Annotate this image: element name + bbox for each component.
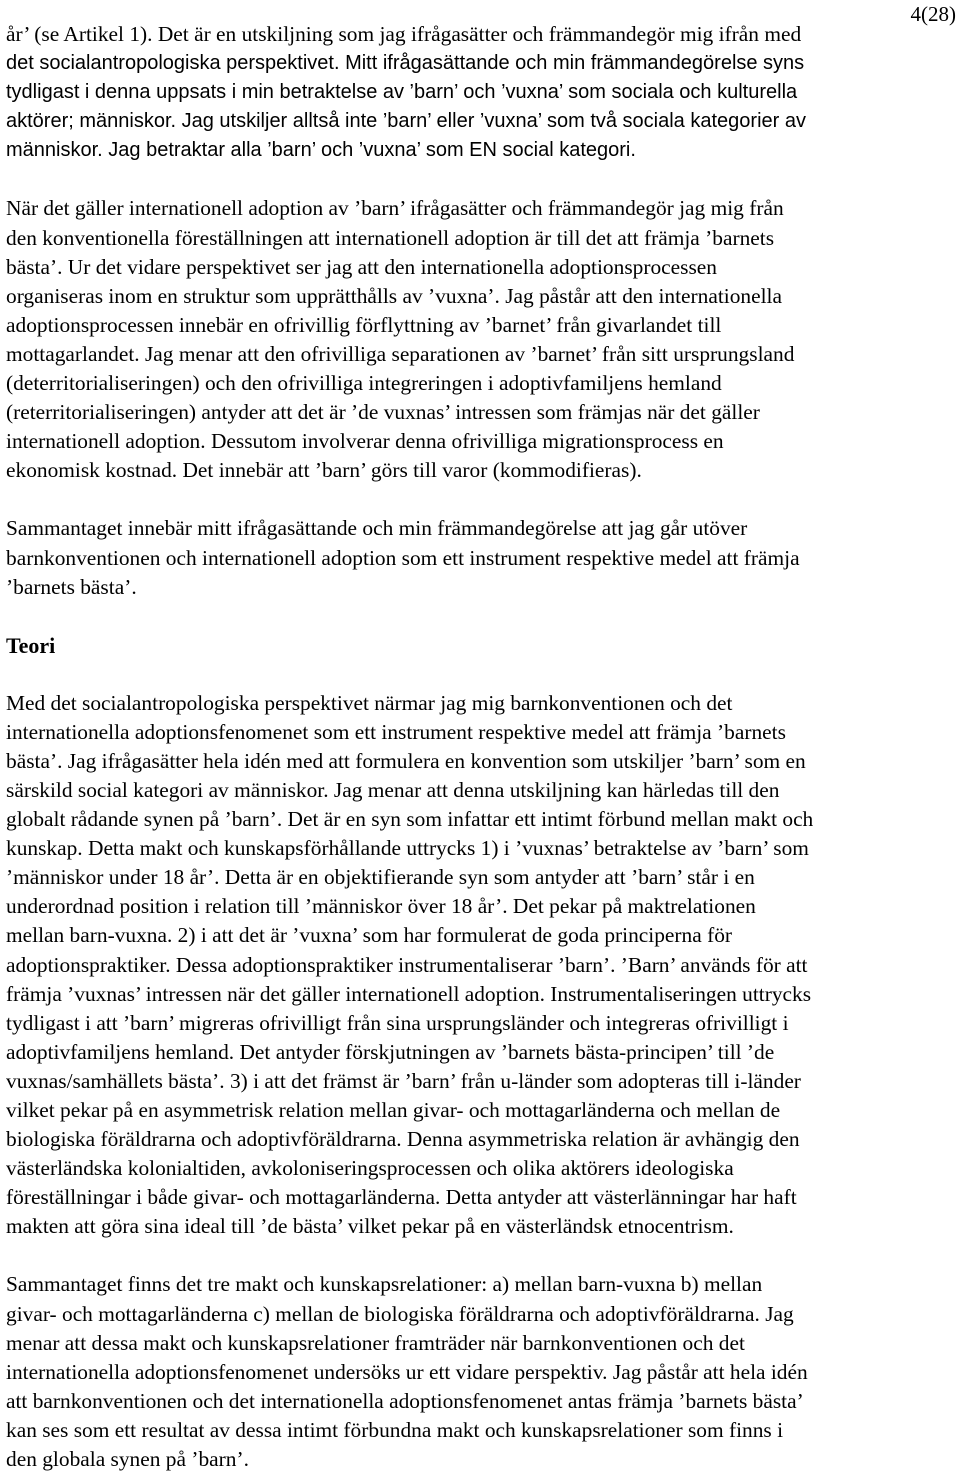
text-line: organiseras inom en struktur som upprätthålls av ’vuxna’. Jag påstår att den internationella (6, 283, 782, 308)
paragraph-intro (6, 20, 956, 165)
text-line: främja ’vuxnas’ intressen när det gäller internationell adoption. Instrumentaliseringen uttrycks (6, 981, 812, 1006)
text-line: vuxnas/samhällets bästa’. 3) i att det främst är ’barn’ från u-länder som adopteras till i-länder (6, 1068, 801, 1093)
paragraph-conclusion (6, 1270, 956, 1474)
text-line: kan ses som ett resultat av dessa intimt förbundna makt och kunskapsrelationer som finns i (6, 1417, 784, 1442)
text-line: tydligast i denna uppsats i min betraktelse av ’barn’ och ’vuxna’ som sociala och kulturella (6, 81, 798, 104)
text-line: den globala synen på ’barn’. (6, 1447, 249, 1472)
text-line: tydligast i att ’barn’ migreras ofrivilligt från sina ursprungsländer och integreras ofrivilligt i (6, 1010, 789, 1035)
text-line: internationella adoptionsfenomenet undersöks ur ett vidare perspektiv. Jag påstår att hela idén (6, 1359, 808, 1384)
text-line: biologiska föräldrarna och adoptivföräldrarna. Denna asymmetriska relation är avhängig den (6, 1127, 800, 1152)
text-line: När det gäller internationell adoption av ’barn’ ifrågasätter och främmandegör jag mig från (6, 196, 784, 221)
text-line: ekonomisk kostnad. Det innebär att ’barn’ görs till varor (kommodifieras). (6, 458, 642, 483)
text-line: särskild social kategori av människor. Jag menar att denna utskiljning kan härledas till den (6, 777, 780, 802)
paragraph-adoption (6, 194, 956, 485)
section-heading-teori: Teori (6, 632, 56, 658)
text-line: år’ (se Artikel 1). Det är en utskiljning som jag ifrågasätter och främmandegör mig ifrån med (6, 22, 802, 46)
text-line: att barnkonventionen och det internationella adoptionsfenomenet antas främja ’barnets bästa’ (6, 1388, 804, 1413)
text-line: bästa’. Ur det vidare perspektivet ser jag att den internationella adoptionsprocessen (6, 254, 717, 279)
text-line: Sammantaget innebär mitt ifrågasättande och min främmandegörelse att jag går utöver (6, 516, 748, 541)
text-line: västerländska kolonialtiden, avkoloniseringsprocessen och olika aktörers ideologiska (6, 1156, 734, 1181)
text-line: det socialantropologiska perspektivet. Mitt ifrågasättande och min främmandegörelse syns (6, 52, 805, 75)
document-body (6, 20, 956, 1474)
text-line: underordnad position i relation till ’människor över 18 år’. Det pekar på maktrelationen (6, 894, 756, 919)
text-line: mellan barn-vuxna. 2) i att det är ’vuxna’ som har formulerat de goda principerna för (6, 923, 733, 948)
text-line: (reterritorialiseringen) antyder att det är ’de vuxnas’ intressen som främjas när det gäller (6, 400, 760, 425)
text-line: mottagarlandet. Jag menar att den ofrivilliga separationen av ’barnet’ från sitt ursprungsland (6, 341, 795, 366)
text-line: adoptionsprocessen innebär en ofrivillig förflyttning av ’barnet’ från givarlandet till (6, 312, 722, 337)
text-line: Med det socialantropologiska perspektivet närmar jag mig barnkonventionen och det (6, 690, 733, 715)
text-line: människor. Jag betraktar alla ’barn’ och ’vuxna’ som EN social kategori. (6, 139, 636, 162)
text-line: Sammantaget finns det tre makt och kunskapsrelationer: a) mellan barn-vuxna b) mellan (6, 1272, 763, 1297)
text-line: adoptionspraktiker. Dessa adoptionspraktiker instrumentaliserar ’barn’. ’Barn’ används för att (6, 952, 808, 977)
text-line: globalt rådande synen på ’barn’. Det är en syn som infattar ett intimt förbund mellan makt och (6, 807, 814, 832)
text-line: ’människor under 18 år’. Detta är en objektifierande syn som antyder att ’barn’ står i en (6, 865, 755, 890)
text-line: makten att göra sina ideal till ’de bästa’ vilket pekar på en västerländsk etnocentrism. (6, 1214, 734, 1239)
text-line: givar- och mottagarländerna c) mellan de biologiska föräldrarna och adoptivföräldrarna. Jag (6, 1301, 794, 1326)
text-line: vilket pekar på en asymmetrisk relation mellan givar- och mottagarländerna och mellan de (6, 1098, 781, 1122)
text-line: adoptivfamiljens hemland. Det antyder förskjutningen av ’barnets bästa-principen’ till ’de (6, 1039, 775, 1064)
text-line: internationell adoption. Dessutom involverar denna ofrivilliga migrationsprocess en (6, 429, 724, 454)
page-number: 4(28) (910, 2, 956, 26)
text-line: den konventionella föreställningen att internationell adoption är till det att främja ’barnets (6, 225, 775, 250)
text-line: aktörer; människor. Jag utskiljer alltså inte ’barn’ eller ’vuxna’ som två sociala kategorier av (6, 110, 806, 133)
text-line: internationella adoptionsfenomenet som ett instrument respektive medel att främja ’barnets (6, 719, 786, 744)
text-line: kunskap. Detta makt och kunskapsförhållande uttrycks 1) i ’vuxnas’ betraktelse av ’barn’ som (6, 836, 809, 861)
text-line: bästa’. Jag ifrågasätter hela idén med att formulera en konvention som utskiljer ’barn’ som en (6, 748, 806, 773)
text-line: barnkonventionen och internationell adoption som ett instrument respektive medel att främja (6, 545, 800, 570)
text-line: ’barnets bästa’. (6, 574, 137, 599)
text-line: menar att dessa makt och kunskapsrelationer framträder när barnkonventionen och det (6, 1330, 745, 1355)
paragraph-theory (6, 689, 956, 1242)
text-line: (deterritorialiseringen) och den ofrivilliga integreringen i adoptivfamiljens hemland (6, 371, 722, 396)
text-line: föreställningar i både givar- och mottagarländerna. Detta antyder att västerlänningar har haft (6, 1185, 797, 1210)
paragraph-summary (6, 514, 956, 601)
